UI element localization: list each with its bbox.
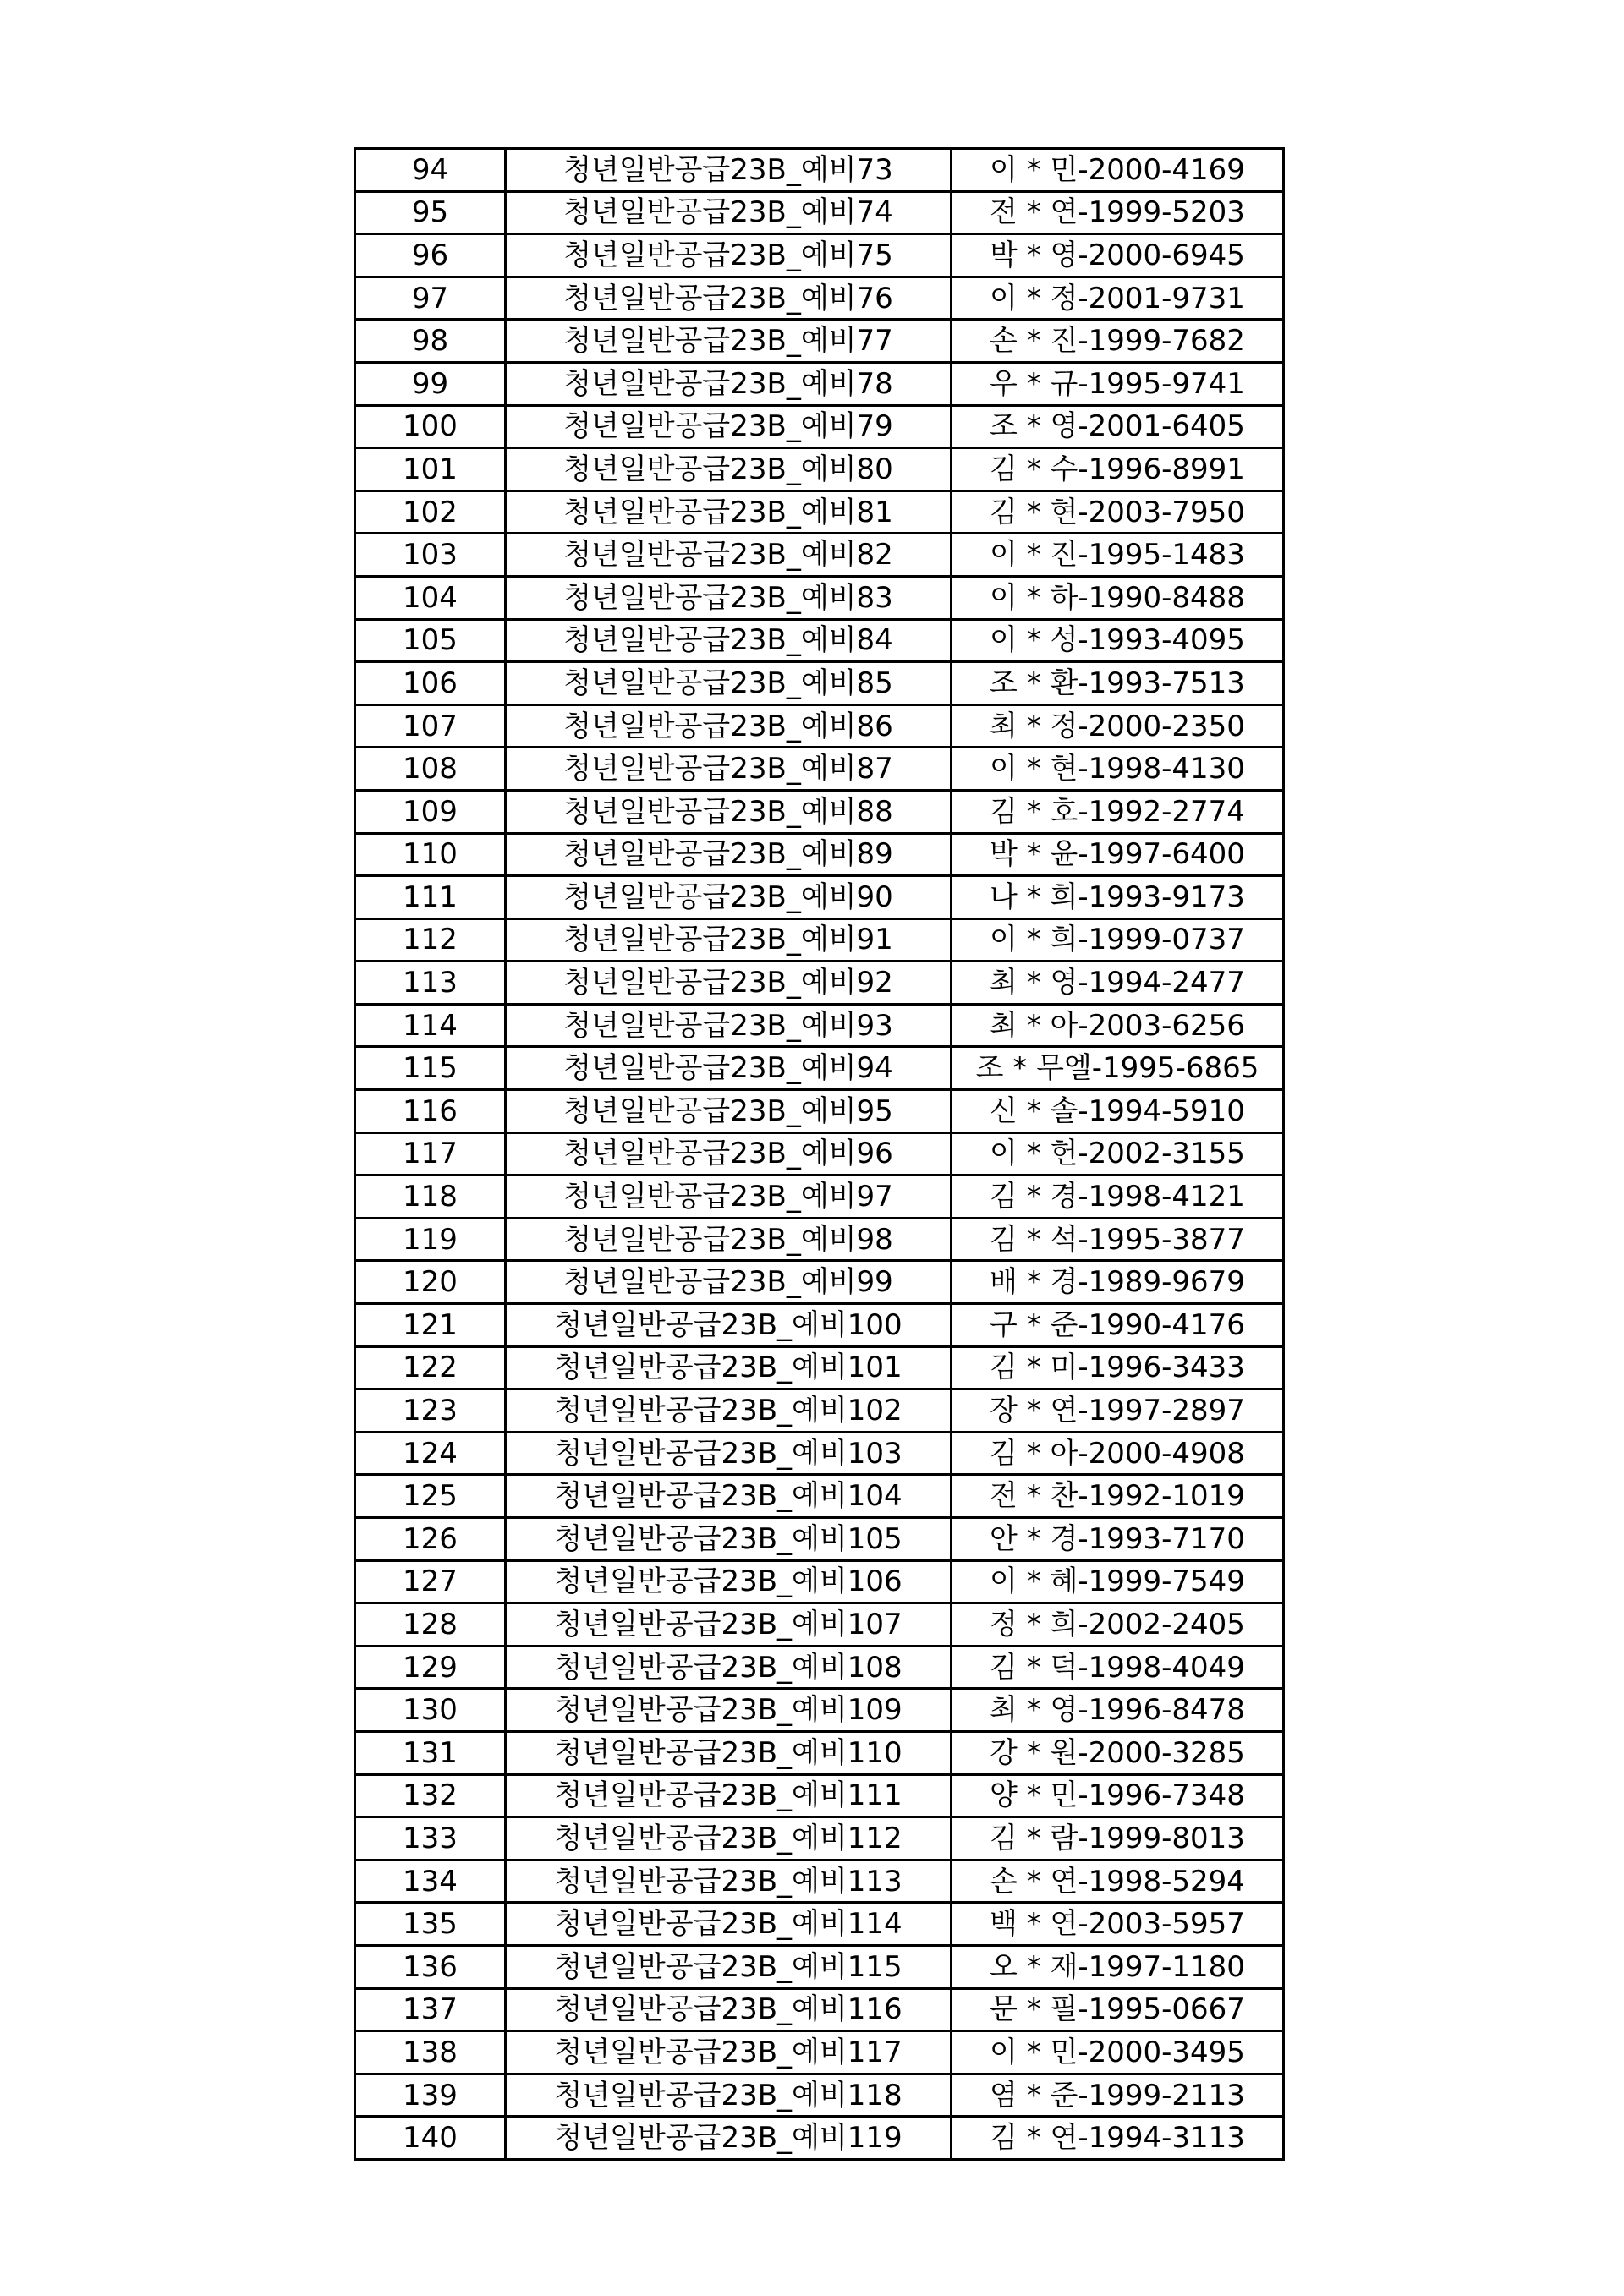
row-number-cell: 126 (355, 1518, 506, 1561)
table-row (355, 1860, 1284, 1903)
table-row (355, 576, 1284, 619)
row-number-cell: 97 (355, 277, 506, 320)
applicant-id-cell: 김 * 석-1995-3877 (952, 1218, 1284, 1261)
row-number-cell: 124 (355, 1432, 506, 1475)
row-number-cell: 108 (355, 748, 506, 791)
applicant-id-cell: 조 * 무엘-1995-6865 (952, 1047, 1284, 1090)
applicant-id-cell: 이 * 정-2001-9731 (952, 277, 1284, 320)
table-row (355, 490, 1284, 534)
table-row (355, 1945, 1284, 1988)
table-row (355, 1432, 1284, 1475)
row-number-cell: 138 (355, 2031, 506, 2074)
supply-type-cell: 청년일반공급23B_예비112 (506, 1817, 952, 1860)
row-number-cell: 131 (355, 1731, 506, 1774)
table-row (355, 704, 1284, 748)
table-row (355, 833, 1284, 876)
applicant-id-cell: 이 * 민-2000-4169 (952, 149, 1284, 192)
table-row (355, 2074, 1284, 2117)
supply-type-cell: 청년일반공급23B_예비84 (506, 619, 952, 662)
applicant-id-cell: 우 * 규-1995-9741 (952, 362, 1284, 405)
supply-type-cell: 청년일반공급23B_예비109 (506, 1689, 952, 1732)
applicant-id-cell: 안 * 경-1993-7170 (952, 1518, 1284, 1561)
supply-type-cell: 청년일반공급23B_예비102 (506, 1389, 952, 1433)
row-number-cell: 101 (355, 448, 506, 491)
table-row (355, 234, 1284, 277)
applicant-id-cell: 문 * 필-1995-0667 (952, 1988, 1284, 2031)
supply-type-cell: 청년일반공급23B_예비79 (506, 405, 952, 448)
table-row (355, 1560, 1284, 1603)
row-number-cell: 121 (355, 1304, 506, 1347)
supply-type-cell: 청년일반공급23B_예비95 (506, 1090, 952, 1133)
applicant-id-cell: 이 * 성-1993-4095 (952, 619, 1284, 662)
supply-type-cell: 청년일반공급23B_예비91 (506, 918, 952, 962)
table-row (355, 1389, 1284, 1433)
supply-type-cell: 청년일반공급23B_예비117 (506, 2031, 952, 2074)
applicant-id-cell: 백 * 연-2003-5957 (952, 1903, 1284, 1946)
applicant-id-cell: 손 * 연-1998-5294 (952, 1860, 1284, 1903)
applicant-id-cell: 박 * 윤-1997-6400 (952, 833, 1284, 876)
supply-type-cell: 청년일반공급23B_예비87 (506, 748, 952, 791)
supply-type-cell: 청년일반공급23B_예비97 (506, 1175, 952, 1219)
supply-type-cell: 청년일반공급23B_예비108 (506, 1646, 952, 1689)
table-row (355, 790, 1284, 833)
supply-type-cell: 청년일반공급23B_예비96 (506, 1132, 952, 1175)
row-number-cell: 113 (355, 962, 506, 1005)
applicant-id-cell: 김 * 람-1999-8013 (952, 1817, 1284, 1860)
row-number-cell: 134 (355, 1860, 506, 1903)
supply-type-cell: 청년일반공급23B_예비74 (506, 191, 952, 234)
table-row (355, 1218, 1284, 1261)
supply-type-cell: 청년일반공급23B_예비99 (506, 1261, 952, 1304)
table-row (355, 748, 1284, 791)
supply-type-cell: 청년일반공급23B_예비104 (506, 1475, 952, 1518)
table-row (355, 277, 1284, 320)
row-number-cell: 123 (355, 1389, 506, 1433)
applicant-id-cell: 이 * 희-1999-0737 (952, 918, 1284, 962)
table-row (355, 1646, 1284, 1689)
row-number-cell: 99 (355, 362, 506, 405)
applicant-id-cell: 나 * 희-1993-9173 (952, 876, 1284, 919)
supply-type-cell: 청년일반공급23B_예비93 (506, 1004, 952, 1047)
table-body (355, 149, 1284, 2160)
applicant-id-cell: 김 * 아-2000-4908 (952, 1432, 1284, 1475)
applicant-id-cell: 최 * 영-1994-2477 (952, 962, 1284, 1005)
supply-type-cell: 청년일반공급23B_예비86 (506, 704, 952, 748)
row-number-cell: 118 (355, 1175, 506, 1219)
table-row (355, 1132, 1284, 1175)
supply-type-cell: 청년일반공급23B_예비76 (506, 277, 952, 320)
table-row (355, 1689, 1284, 1732)
table-row (355, 918, 1284, 962)
row-number-cell: 109 (355, 790, 506, 833)
applicant-id-cell: 오 * 재-1997-1180 (952, 1945, 1284, 1988)
row-number-cell: 120 (355, 1261, 506, 1304)
row-number-cell: 98 (355, 320, 506, 363)
supply-type-cell: 청년일반공급23B_예비88 (506, 790, 952, 833)
table-row (355, 1261, 1284, 1304)
row-number-cell: 122 (355, 1346, 506, 1389)
supply-type-cell: 청년일반공급23B_예비101 (506, 1346, 952, 1389)
supply-type-cell: 청년일반공급23B_예비106 (506, 1560, 952, 1603)
supply-type-cell: 청년일반공급23B_예비81 (506, 490, 952, 534)
applicant-id-cell: 정 * 희-2002-2405 (952, 1603, 1284, 1647)
row-number-cell: 116 (355, 1090, 506, 1133)
table-row (355, 662, 1284, 705)
supply-type-cell: 청년일반공급23B_예비77 (506, 320, 952, 363)
supply-type-cell: 청년일반공급23B_예비115 (506, 1945, 952, 1988)
applicant-id-cell: 배 * 경-1989-9679 (952, 1261, 1284, 1304)
table-row (355, 1731, 1284, 1774)
supply-type-cell: 청년일반공급23B_예비85 (506, 662, 952, 705)
supply-type-cell: 청년일반공급23B_예비107 (506, 1603, 952, 1647)
applicant-id-cell: 최 * 정-2000-2350 (952, 704, 1284, 748)
supply-type-cell: 청년일반공급23B_예비116 (506, 1988, 952, 2031)
table-row (355, 1090, 1284, 1133)
supply-type-cell: 청년일반공급23B_예비78 (506, 362, 952, 405)
table-row (355, 619, 1284, 662)
supply-type-cell: 청년일반공급23B_예비83 (506, 576, 952, 619)
row-number-cell: 137 (355, 1988, 506, 2031)
row-number-cell: 110 (355, 833, 506, 876)
row-number-cell: 130 (355, 1689, 506, 1732)
row-number-cell: 129 (355, 1646, 506, 1689)
applicant-id-cell: 이 * 진-1995-1483 (952, 534, 1284, 577)
row-number-cell: 136 (355, 1945, 506, 1988)
row-number-cell: 95 (355, 191, 506, 234)
supply-type-cell: 청년일반공급23B_예비113 (506, 1860, 952, 1903)
applicant-id-cell: 조 * 환-1993-7513 (952, 662, 1284, 705)
applicant-id-cell: 조 * 영-2001-6405 (952, 405, 1284, 448)
applicant-id-cell: 김 * 연-1994-3113 (952, 2117, 1284, 2160)
applicant-id-cell: 김 * 수-1996-8991 (952, 448, 1284, 491)
table-row (355, 2031, 1284, 2074)
applicant-id-cell: 이 * 하-1990-8488 (952, 576, 1284, 619)
table-row (355, 1518, 1284, 1561)
table-row (355, 1603, 1284, 1647)
supply-type-cell: 청년일반공급23B_예비103 (506, 1432, 952, 1475)
row-number-cell: 94 (355, 149, 506, 192)
table-row (355, 1047, 1284, 1090)
supply-type-cell: 청년일반공급23B_예비92 (506, 962, 952, 1005)
applicant-id-cell: 김 * 호-1992-2774 (952, 790, 1284, 833)
table-row (355, 962, 1284, 1005)
table-row (355, 1903, 1284, 1946)
supply-type-cell: 청년일반공급23B_예비94 (506, 1047, 952, 1090)
table-row (355, 448, 1284, 491)
table-row (355, 405, 1284, 448)
table-row (355, 1304, 1284, 1347)
applicant-id-cell: 김 * 경-1998-4121 (952, 1175, 1284, 1219)
row-number-cell: 100 (355, 405, 506, 448)
supply-type-cell: 청년일반공급23B_예비75 (506, 234, 952, 277)
supply-type-cell: 청년일반공급23B_예비110 (506, 1731, 952, 1774)
supply-type-cell: 청년일반공급23B_예비111 (506, 1774, 952, 1817)
applicant-id-cell: 염 * 준-1999-2113 (952, 2074, 1284, 2117)
table-row (355, 1475, 1284, 1518)
row-number-cell: 127 (355, 1560, 506, 1603)
row-number-cell: 102 (355, 490, 506, 534)
supply-type-cell: 청년일반공급23B_예비89 (506, 833, 952, 876)
applicant-id-cell: 전 * 찬-1992-1019 (952, 1475, 1284, 1518)
applicant-id-cell: 구 * 준-1990-4176 (952, 1304, 1284, 1347)
applicant-id-cell: 이 * 현-1998-4130 (952, 748, 1284, 791)
row-number-cell: 111 (355, 876, 506, 919)
row-number-cell: 105 (355, 619, 506, 662)
supply-type-cell: 청년일반공급23B_예비98 (506, 1218, 952, 1261)
supply-type-cell: 청년일반공급23B_예비90 (506, 876, 952, 919)
applicant-id-cell: 최 * 아-2003-6256 (952, 1004, 1284, 1047)
table-row (355, 149, 1284, 192)
applicant-id-cell: 이 * 헌-2002-3155 (952, 1132, 1284, 1175)
table-row (355, 1817, 1284, 1860)
row-number-cell: 107 (355, 704, 506, 748)
applicant-list-table (354, 147, 1285, 2161)
supply-type-cell: 청년일반공급23B_예비119 (506, 2117, 952, 2160)
applicant-id-cell: 전 * 연-1999-5203 (952, 191, 1284, 234)
row-number-cell: 103 (355, 534, 506, 577)
table-row (355, 2117, 1284, 2160)
table-row (355, 534, 1284, 577)
row-number-cell: 140 (355, 2117, 506, 2160)
row-number-cell: 133 (355, 1817, 506, 1860)
row-number-cell: 96 (355, 234, 506, 277)
applicant-id-cell: 박 * 영-2000-6945 (952, 234, 1284, 277)
row-number-cell: 114 (355, 1004, 506, 1047)
applicant-id-cell: 양 * 민-1996-7348 (952, 1774, 1284, 1817)
row-number-cell: 119 (355, 1218, 506, 1261)
row-number-cell: 125 (355, 1475, 506, 1518)
supply-type-cell: 청년일반공급23B_예비82 (506, 534, 952, 577)
supply-type-cell: 청년일반공급23B_예비105 (506, 1518, 952, 1561)
row-number-cell: 112 (355, 918, 506, 962)
supply-type-cell: 청년일반공급23B_예비114 (506, 1903, 952, 1946)
table-row (355, 1175, 1284, 1219)
applicant-id-cell: 강 * 원-2000-3285 (952, 1731, 1284, 1774)
row-number-cell: 115 (355, 1047, 506, 1090)
row-number-cell: 104 (355, 576, 506, 619)
table-row (355, 876, 1284, 919)
table-row (355, 362, 1284, 405)
supply-type-cell: 청년일반공급23B_예비100 (506, 1304, 952, 1347)
row-number-cell: 106 (355, 662, 506, 705)
applicant-id-cell: 이 * 혜-1999-7549 (952, 1560, 1284, 1603)
applicant-id-cell: 손 * 진-1999-7682 (952, 320, 1284, 363)
applicant-id-cell: 김 * 덕-1998-4049 (952, 1646, 1284, 1689)
applicant-id-cell: 장 * 연-1997-2897 (952, 1389, 1284, 1433)
row-number-cell: 128 (355, 1603, 506, 1647)
table-row (355, 1774, 1284, 1817)
table-row (355, 191, 1284, 234)
row-number-cell: 132 (355, 1774, 506, 1817)
supply-type-cell: 청년일반공급23B_예비73 (506, 149, 952, 192)
row-number-cell: 117 (355, 1132, 506, 1175)
row-number-cell: 139 (355, 2074, 506, 2117)
applicant-id-cell: 이 * 민-2000-3495 (952, 2031, 1284, 2074)
row-number-cell: 135 (355, 1903, 506, 1946)
applicant-id-cell: 김 * 현-2003-7950 (952, 490, 1284, 534)
applicant-id-cell: 최 * 영-1996-8478 (952, 1689, 1284, 1732)
supply-type-cell: 청년일반공급23B_예비80 (506, 448, 952, 491)
table-row (355, 1346, 1284, 1389)
applicant-id-cell: 신 * 솔-1994-5910 (952, 1090, 1284, 1133)
table-row (355, 320, 1284, 363)
applicant-id-cell: 김 * 미-1996-3433 (952, 1346, 1284, 1389)
table-row (355, 1004, 1284, 1047)
supply-type-cell: 청년일반공급23B_예비118 (506, 2074, 952, 2117)
table-row (355, 1988, 1284, 2031)
